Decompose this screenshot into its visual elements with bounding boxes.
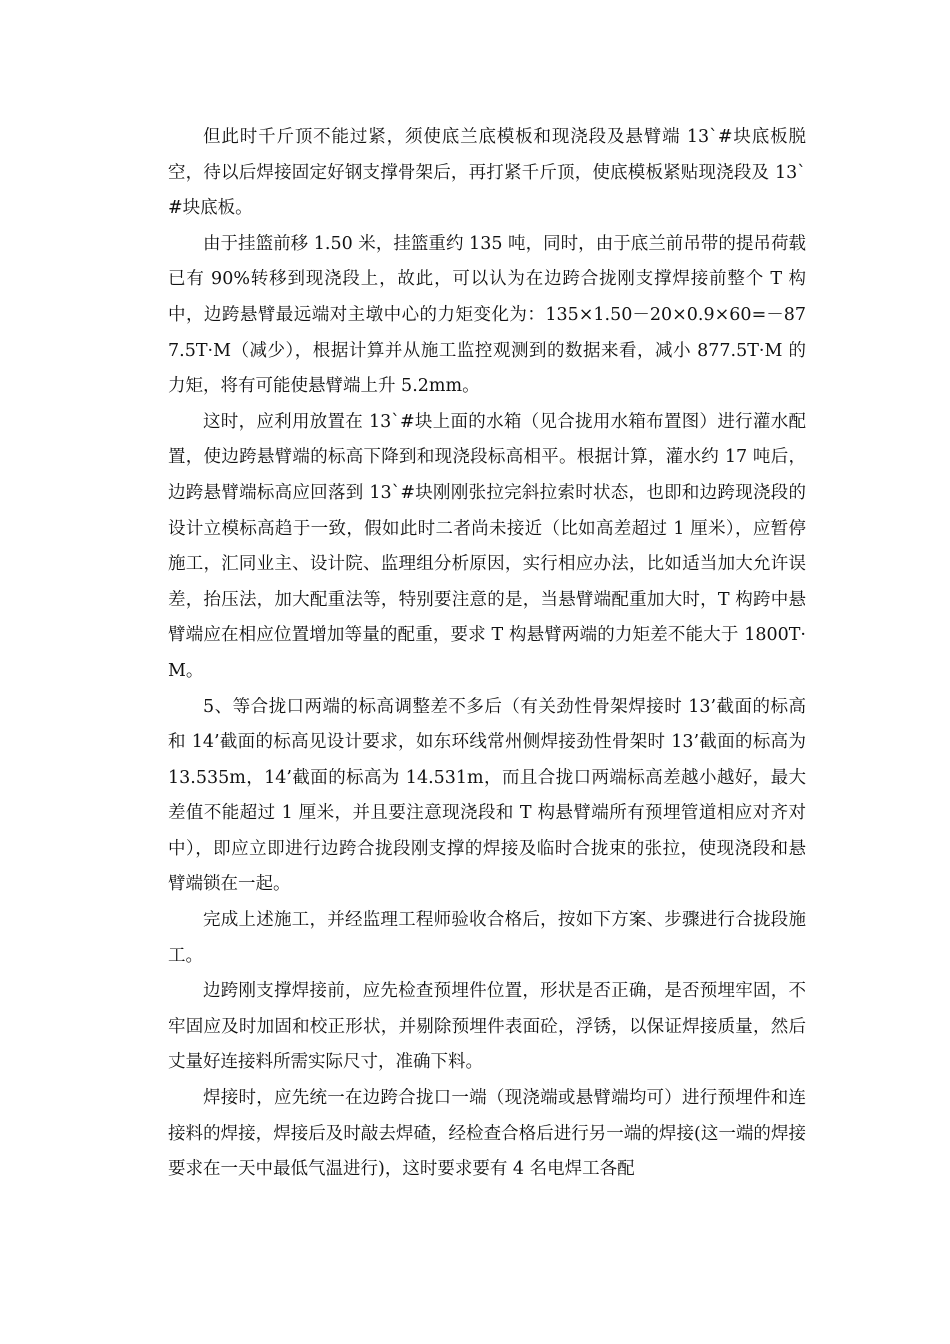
paragraph-2: 由于挂篮前移 1.50 米，挂篮重约 135 吨，同时，由于底兰前吊带的提吊荷载已有 90%转移到现浇段上，故此，可以认为在边跨合拢刚支撑焊接前整个 T 构中，边跨悬臂最远端对主墩中心的力矩变化为：135×1.50－20×0.9×60=－877.5T·M（减少），根据计算并从施工监控观测到的数据来看，减小 877.5T·M 的力矩，将有可能使悬臂端上升 5.2mm。	[168, 233, 806, 397]
paragraph-5: 完成上述施工，并经监理工程师验收合格后，按如下方案、步骤进行合拢段施工。	[168, 910, 806, 966]
paragraph-3: 这时，应利用放置在 13`#块上面的水箱（见合拢用水箱布置图）进行灌水配置，使边跨悬臂端的标高下降到和现浇段标高相平。根据计算，灌水约 17 吨后，边跨悬臂端标高应回落到 13`#块刚刚张拉完斜拉索时状态，也即和边跨现浇段的设计立模标高趋于一致，假如此时二者尚未接近（比如高差超过 1 厘米），应暂停施工，汇同业主、设计院、监理组分析原因，实行相应办法，比如适当加大允许误差，抬压法，加大配重法等，特别要注意的是，当悬臂端配重加大时，T 构跨中悬臂端应在相应位置增加等量的配重，要求 T 构悬臂两端的力矩差不能大于 1800T·M。	[168, 411, 806, 681]
paragraph-4: 5、等合拢口两端的标高调整差不多后（有关劲性骨架焊接时 13’截面的标高和 14’截面的标高见设计要求，如东环线常州侧焊接劲性骨架时 13’截面的标高为 13.535m，14’截面的标高为 14.531m，而且合拢口两端标高差越小越好，最大差值不能超过 1 厘米，并且要注意现浇段和 T 构悬臂端所有预埋管道相应对齐对中），即应立即进行边跨合拢段刚支撑的焊接及临时合拢束的张拉，使现浇段和悬臂端锁在一起。	[168, 696, 806, 895]
paragraph-7: 焊接时，应先统一在边跨合拢口一端（现浇端或悬臂端均可）进行预埋件和连接料的焊接，焊接后及时敲去焊碴，经检查合格后进行另一端的焊接(这一端的焊接要求在一天中最低气温进行)，这时要求要有 4 名电焊工各配	[168, 1088, 806, 1180]
paragraph-1: 但此时千斤顶不能过紧，须使底兰底模板和现浇段及悬臂端 13`#块底板脱空，待以后焊接固定好钢支撑骨架后，再打紧千斤顶，使底模板紧贴现浇段及 13`#块底板。	[168, 127, 806, 219]
paragraph-6: 边跨刚支撑焊接前，应先检查预埋件位置，形状是否正确，是否预埋牢固，不牢固应及时加固和校正形状，并剔除预埋件表面砼，浮锈，以保证焊接质量，然后丈量好连接料所需实际尺寸，准确下料。	[168, 981, 806, 1073]
document-body	[168, 120, 806, 1188]
